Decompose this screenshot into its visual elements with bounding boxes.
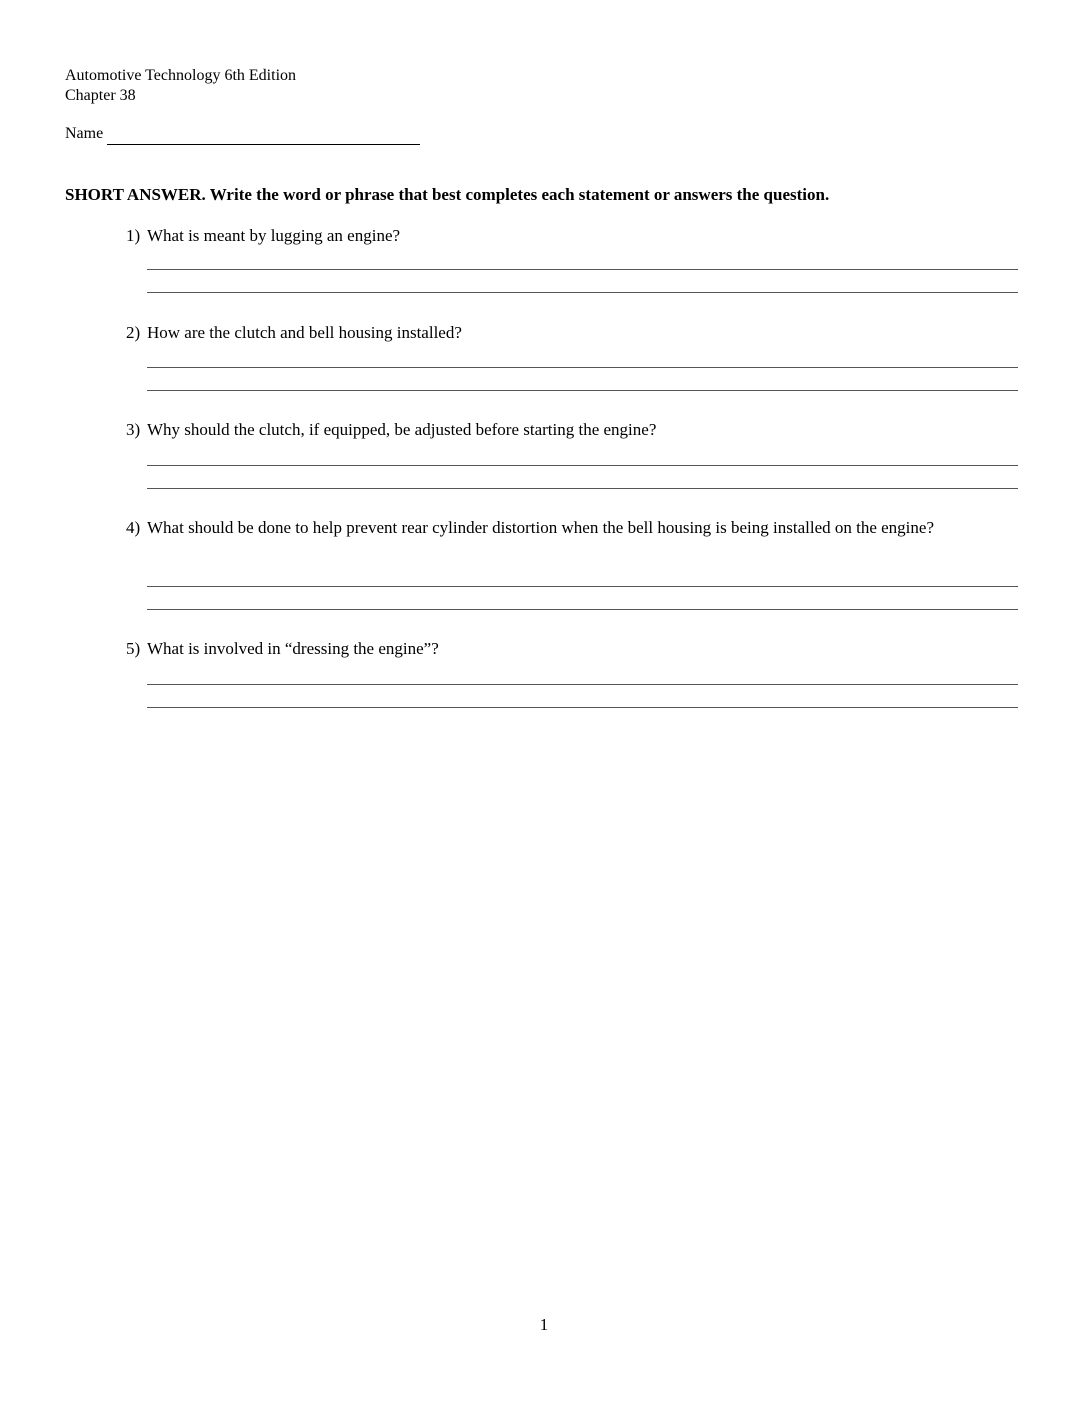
answer-line-3a[interactable]	[147, 465, 1018, 466]
question-text: What should be done to help prevent rear cylinder distortion when the bell housing is being installed on the engine?	[147, 518, 934, 537]
answer-line-5a[interactable]	[147, 684, 1018, 685]
answer-line-4a[interactable]	[147, 586, 1018, 587]
answer-line-1a[interactable]	[147, 269, 1018, 270]
question-number: 5)	[126, 639, 141, 658]
answer-line-3b[interactable]	[147, 488, 1018, 489]
question-number: 1)	[126, 226, 141, 245]
name-field-underline[interactable]	[107, 144, 420, 145]
section-instructions: SHORT ANSWER. Write the word or phrase that best completes each statement or answers the question.	[65, 185, 830, 204]
answer-line-2b[interactable]	[147, 390, 1018, 391]
question-number: 3)	[126, 420, 141, 439]
answer-line-2a[interactable]	[147, 367, 1018, 368]
answer-line-4b[interactable]	[147, 609, 1018, 610]
answer-line-1b[interactable]	[147, 292, 1018, 293]
question-text: Why should the clutch, if equipped, be adjusted before starting the engine?	[147, 420, 657, 439]
chapter-label: Chapter 38	[65, 87, 136, 104]
book-title: Automotive Technology 6th Edition	[65, 67, 297, 84]
question-number: 2)	[126, 323, 141, 342]
question-text: How are the clutch and bell housing installed?	[147, 323, 462, 342]
question-text: What is involved in “dressing the engine”?	[147, 639, 439, 658]
answer-line-5b[interactable]	[147, 707, 1018, 708]
name-label: Name	[65, 125, 104, 142]
page-number: 1	[539, 1315, 549, 1334]
question-number: 4)	[126, 518, 141, 537]
question-text: What is meant by lugging an engine?	[147, 226, 401, 245]
